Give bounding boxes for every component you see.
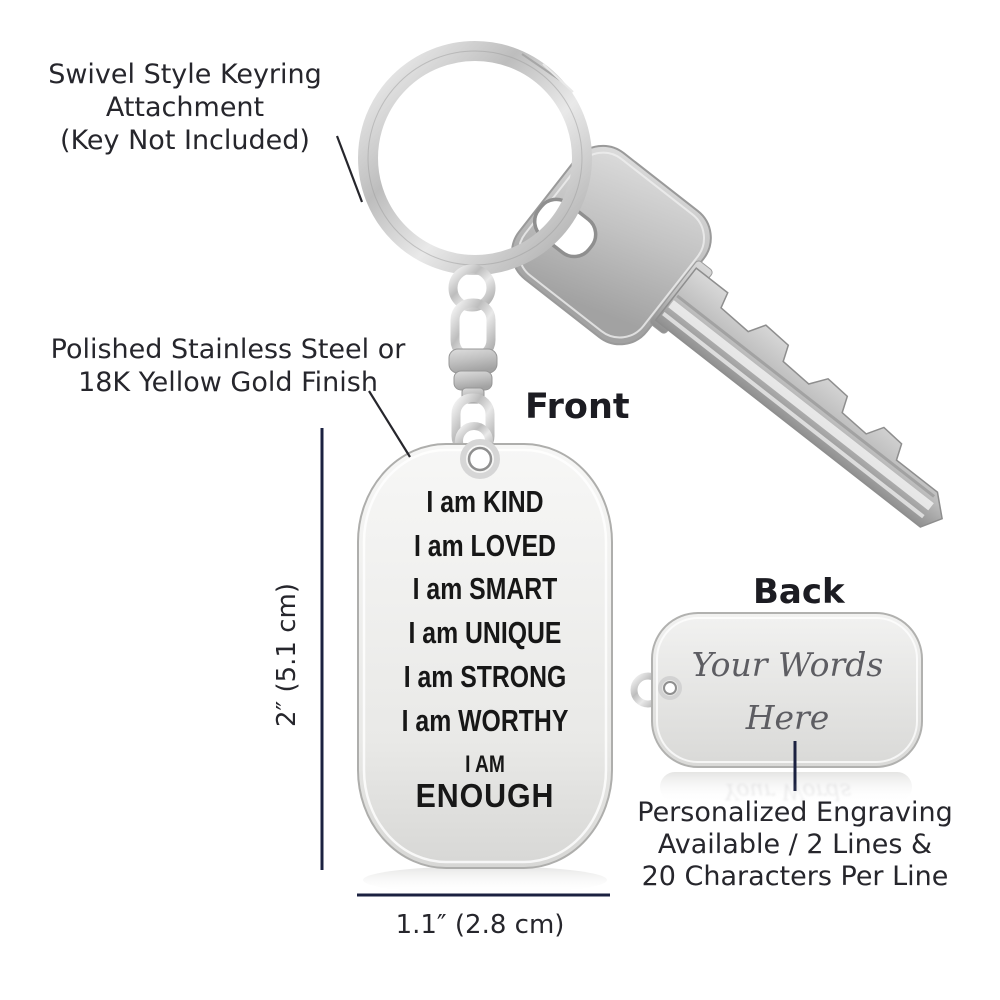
front-tag-engraving-line: I am UNIQUE	[408, 615, 562, 650]
annotation-engraving-line: Available / 2 Lines &	[657, 829, 933, 860]
swivel-connector-photo	[449, 269, 497, 456]
keyring-photo	[368, 51, 582, 265]
annotation-engraving-line: 20 Characters Per Line	[641, 861, 949, 892]
annotation-engraving-line: Personalized Engraving	[637, 797, 953, 828]
annotation-keyring	[30, 58, 340, 157]
front-tag-engraving-line: I am SMART	[412, 571, 558, 606]
back-tag-engraving-line: Your Words	[691, 645, 884, 684]
annotation-finish-line: Polished Stainless Steel or	[50, 334, 406, 365]
annotation-keyring-line: (Key Not Included)	[60, 125, 310, 156]
front-tag-engraving-line: I am WORTHY	[401, 703, 569, 738]
annotation-engraving	[625, 797, 965, 893]
annotation-finish	[48, 333, 408, 399]
annotation-keyring-line: Attachment	[105, 92, 265, 123]
height-dimension-label: 2″ (5.1 cm)	[272, 582, 302, 728]
leader-line-keyring	[337, 136, 362, 202]
width-dimension-label: 1.1″ (2.8 cm)	[395, 910, 565, 940]
front-tag-engraving-line: ENOUGH	[415, 777, 555, 814]
annotation-keyring-line: Swivel Style Keyring	[48, 59, 322, 90]
leader-line-finish	[369, 391, 410, 457]
front-tag-engraving-line: I am LOVED	[414, 528, 556, 563]
front-tag-engraving-line: I am KIND	[426, 484, 544, 519]
back-tag-engraving-reflection: Your Words	[723, 778, 852, 803]
front-tag-engraving-line: I AM	[465, 751, 505, 778]
front-tag-engraving-line: I am STRONG	[403, 659, 567, 694]
back-tag-engraving-line: Here	[745, 698, 830, 737]
front-tag-reflection	[363, 866, 607, 894]
back-label: Back	[753, 572, 845, 612]
front-label: Front	[525, 387, 630, 427]
annotation-finish-line: 18K Yellow Gold Finish	[78, 367, 378, 398]
